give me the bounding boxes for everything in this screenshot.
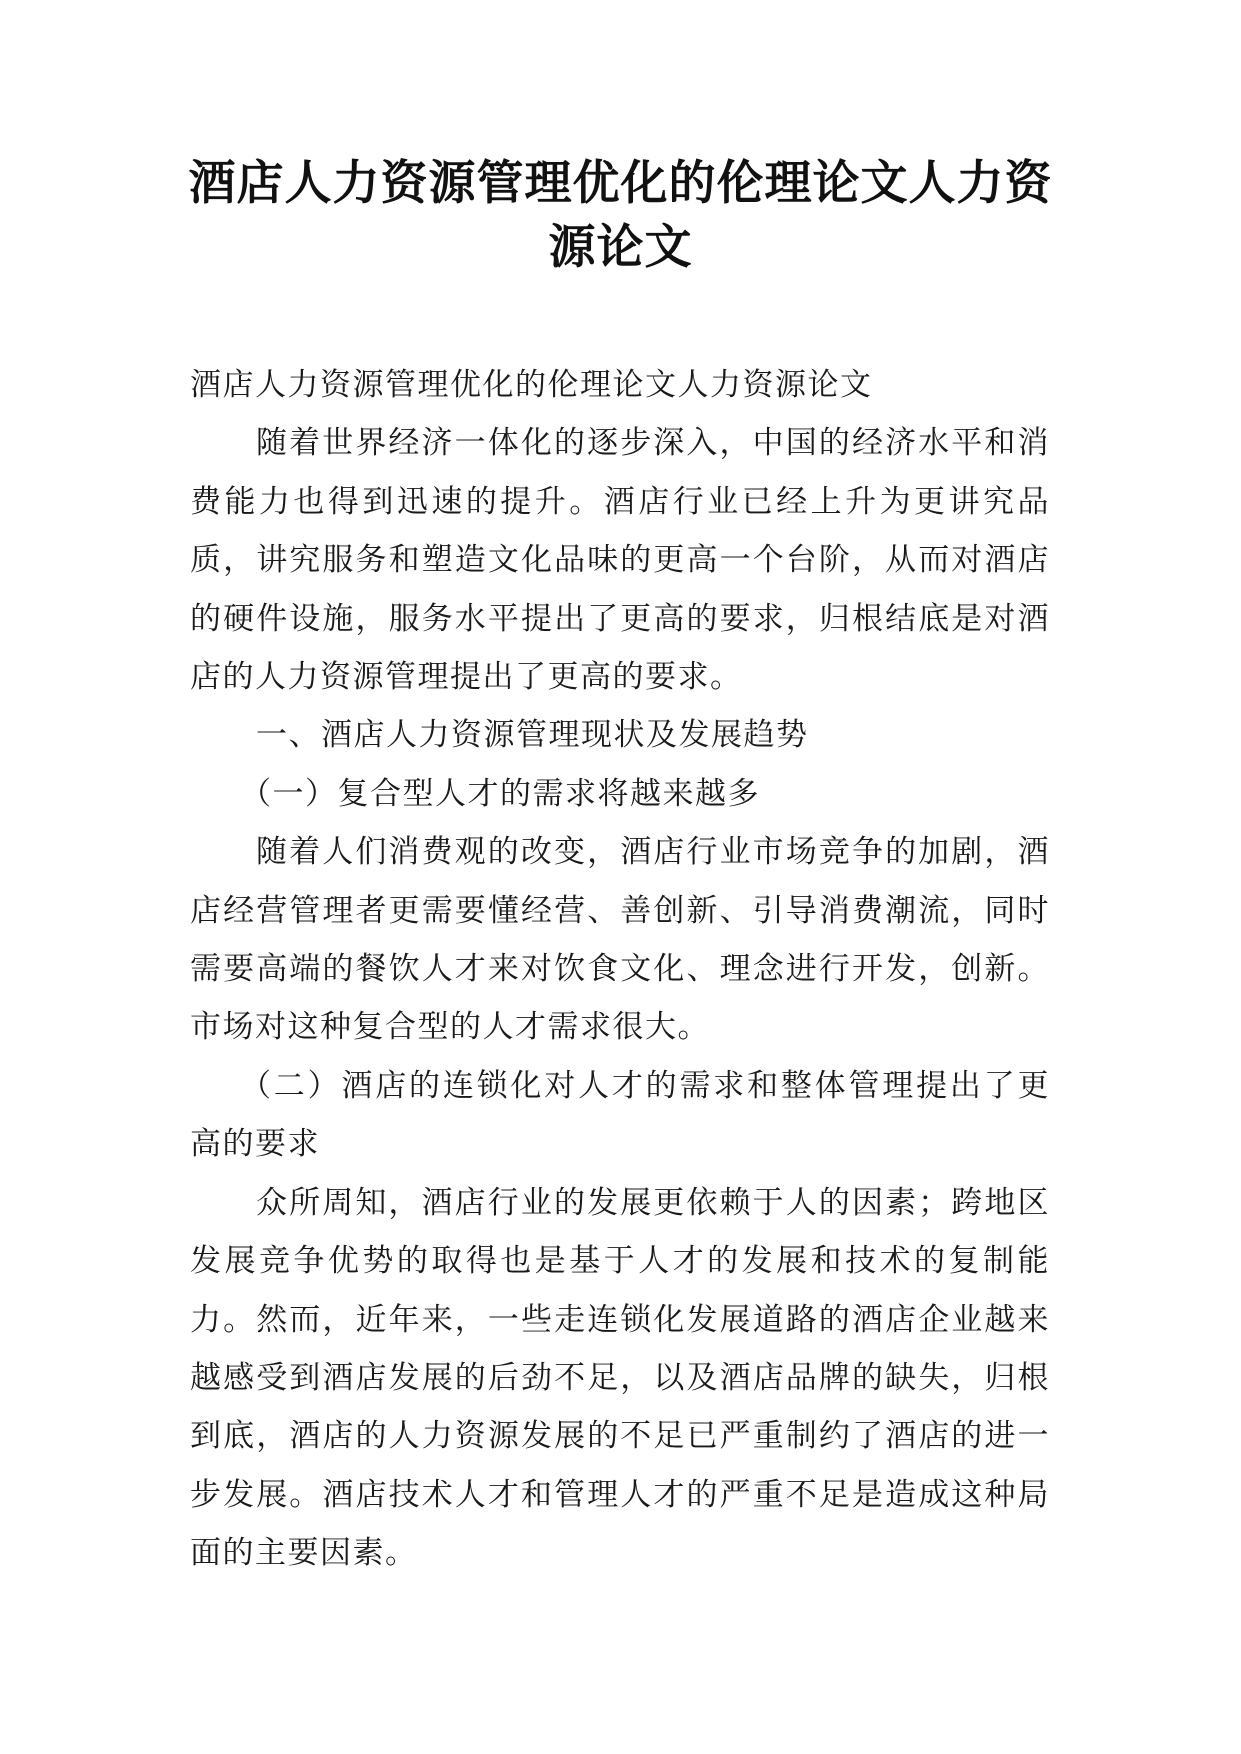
document-body [190, 356, 1050, 1583]
subsection-heading-1: （一）复合型人才的需求将越来越多 [240, 775, 760, 812]
document-title: 酒店人力资源管理优化的伦理论文人力资源论文 [188, 156, 1053, 275]
subtitle-paragraph: 酒店人力资源管理优化的伦理论文人力资源论文 [190, 367, 873, 403]
subsection-heading-2: （二）酒店的连锁化对人才的需求和整体管理提出了更高的要求 [190, 1067, 1050, 1163]
body-paragraph-1: 随着人们消费观的改变，酒店行业市场竞争的加剧，酒店经营管理者更需要懂经营、善创新、引导消费潮流，同时需要高端的餐饮人才来对饮食文化、理念进行开发，创新。市场对这种复合型的人才需求很大。 [190, 834, 1050, 1046]
intro-paragraph: 随着世界经济一体化的逐步深入，中国的经济水平和消费能力也得到迅速的提升。酒店行业已经上升为更讲究品质，讲究服务和塑造文化品味的更高一个台阶，从而对酒店的硬件设施，服务水平提出了更高的要求，归根结底是对酒店的人力资源管理提出了更高的要求。 [190, 425, 1050, 696]
section-heading-1: 一、酒店人力资源管理现状及发展趋势 [256, 717, 809, 754]
body-paragraph-2: 众所周知，酒店行业的发展更依赖于人的因素；跨地区发展竞争优势的取得也是基于人才的发展和技术的复制能力。然而，近年来，一些走连锁化发展道路的酒店企业越来越感受到酒店发展的后劲不足，以及酒店品牌的缺失，归根到底，酒店的人力资源发展的不足已严重制约了酒店的进一步发展。酒店技术人才和管理人才的严重不足是造成这种局面的主要因素。 [190, 1184, 1050, 1572]
